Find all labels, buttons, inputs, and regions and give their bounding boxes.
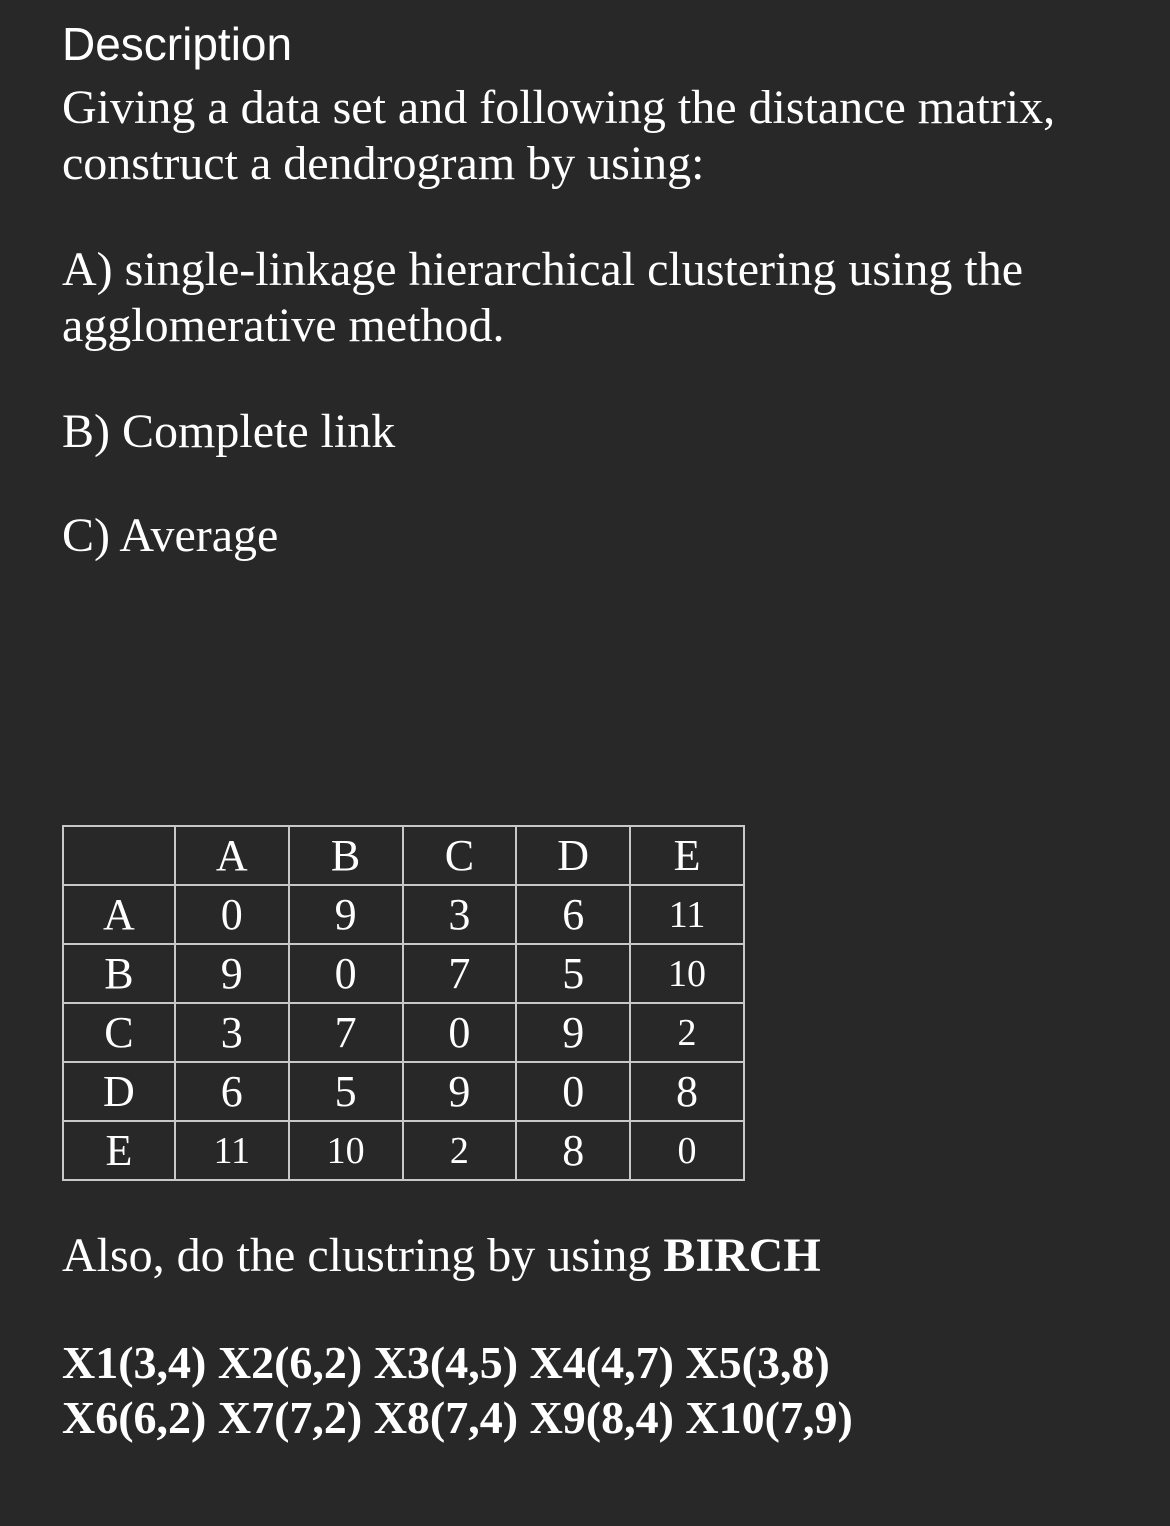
matrix-column-header: B [289, 826, 403, 885]
matrix-header-row [63, 826, 744, 885]
birch-instruction-text: Also, do the clustring by using [62, 1229, 664, 1282]
matrix-cell: 0 [403, 1003, 517, 1062]
matrix-cell: 9 [403, 1062, 517, 1121]
matrix-cell: 9 [289, 885, 403, 944]
distance-matrix [62, 825, 745, 1181]
matrix-cell: 10 [630, 944, 744, 1003]
matrix-row [63, 944, 744, 1003]
data-points-line-1: X1(3,4) X2(6,2) X3(4,5) X4(4,7) X5(3,8) [62, 1337, 830, 1388]
page-title: Description [62, 18, 293, 70]
matrix-cell: 5 [289, 1062, 403, 1121]
matrix-column-header: D [516, 826, 630, 885]
matrix-cell: 2 [403, 1121, 517, 1180]
matrix-row [63, 885, 744, 944]
matrix-cell: 8 [630, 1062, 744, 1121]
matrix-column-header: C [403, 826, 517, 885]
matrix-cell: 11 [630, 885, 744, 944]
matrix-row-header: E [63, 1121, 175, 1180]
matrix-row-header: C [63, 1003, 175, 1062]
matrix-cell: 5 [516, 944, 630, 1003]
data-points-line-2: X6(6,2) X7(7,2) X8(7,4) X9(8,4) X10(7,9) [62, 1392, 853, 1443]
matrix-row [63, 1121, 744, 1180]
matrix-cell: 11 [175, 1121, 289, 1180]
matrix-cell: 0 [630, 1121, 744, 1180]
birch-instruction [62, 1226, 821, 1286]
matrix-column-header: A [175, 826, 289, 885]
question-part-b: B) Complete link [62, 405, 396, 458]
matrix-cell: 0 [175, 885, 289, 944]
matrix-cell: 3 [403, 885, 517, 944]
matrix-cell: 8 [516, 1121, 630, 1180]
matrix-cell: 9 [516, 1003, 630, 1062]
matrix-row-header: A [63, 885, 175, 944]
matrix-column-header: E [630, 826, 744, 885]
matrix-cell: 9 [175, 944, 289, 1003]
question-part-c: C) Average [62, 509, 279, 562]
matrix-row [63, 1062, 744, 1121]
matrix-cell: 0 [289, 944, 403, 1003]
question-intro: Giving a data set and following the distance matrix, construct a dendrogram by using: [62, 81, 1056, 190]
matrix-cell: 6 [516, 885, 630, 944]
matrix-corner-cell [63, 826, 175, 885]
question-part-a: A) single-linkage hierarchical clustering using the agglomerative method. [62, 243, 1024, 352]
matrix-cell: 3 [175, 1003, 289, 1062]
matrix-cell: 7 [289, 1003, 403, 1062]
matrix-cell: 7 [403, 944, 517, 1003]
matrix-row-header: B [63, 944, 175, 1003]
matrix-cell: 2 [630, 1003, 744, 1062]
matrix-row-header: D [63, 1062, 175, 1121]
birch-method: BIRCH [663, 1229, 821, 1282]
matrix-row [63, 1003, 744, 1062]
matrix-cell: 10 [289, 1121, 403, 1180]
matrix-cell: 6 [175, 1062, 289, 1121]
matrix-cell: 0 [516, 1062, 630, 1121]
